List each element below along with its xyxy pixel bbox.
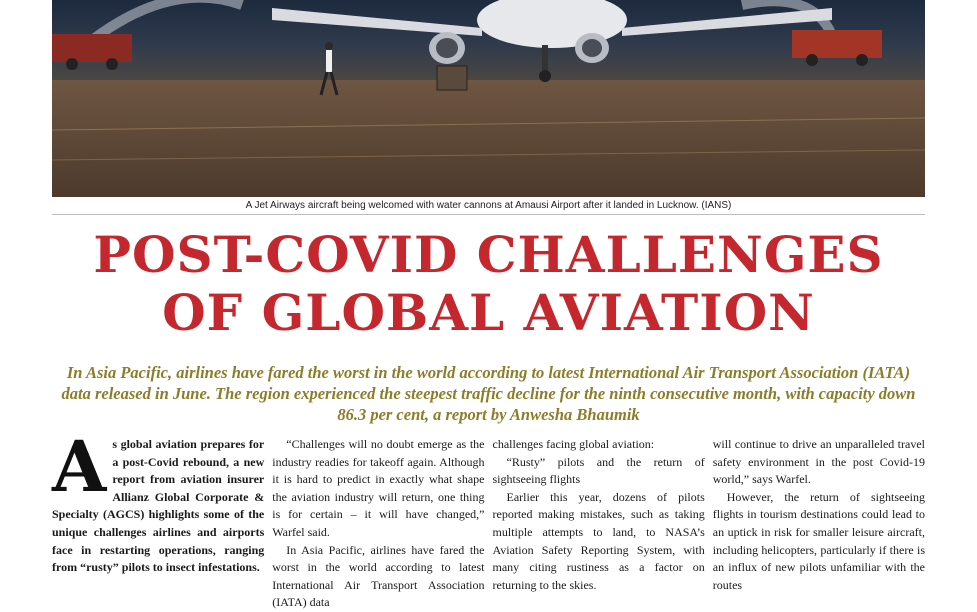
article-headline: [30, 226, 947, 342]
column-2: [272, 436, 485, 610]
drop-cap: A: [52, 425, 107, 508]
photo-caption: A Jet Airways aircraft being welcomed with water cannons at Amausi Airport after it landed in Lucknow. (IANS): [245, 200, 732, 211]
divider: [52, 214, 925, 215]
subheading: “Rusty” pilots and the return of sightseeing flights: [492, 454, 705, 487]
paragraph: In Asia Pacific, airlines have fared the worst in the world according to latest International Air Transport Association (IATA) data: [272, 542, 485, 610]
headline-line-2: OF GLOBAL AVIATION: [162, 283, 815, 342]
article-body: [52, 425, 925, 610]
paragraph: However, the return of sightseeing flights in tourism destinations could lead to an uptick in risk for smaller leisure aircraft, including helicopters, particularly if there is an influx of new pilots unfamiliar with the routes: [712, 489, 925, 592]
headline-line-1: POST-COVID CHALLENGES: [93, 225, 884, 284]
paragraph: “Challenges will no doubt emerge as the industry readies for takeoff again. Although it is hard to predict in exactly what shape the aviation industry will return, one thing is for certain – it will have changed,” Warfel said.: [272, 437, 485, 539]
column-4: [712, 436, 925, 592]
paragraph: will continue to drive an unparalleled travel safety environment in the post Covid-19 world,” says Warfel.: [712, 437, 925, 487]
lead-paragraph: s global aviation prepares for a post-Covid rebound, a new report from aviation insurer Allianz Global Corporate & Specialty (AGCS) highlights some of the unique challenges airlines and airports face in restarting operations, ranging from “rusty” pilots to insect infestations.: [52, 437, 265, 575]
column-1: [52, 425, 265, 575]
photo-illustration: [52, 0, 925, 197]
paragraph: Earlier this year, dozens of pilots reported making mistakes, such as taking multiple attempts to land, to NASA’s Aviation Safety Reporting System, with many citing rustiness as a factor on returning to the skies.: [492, 489, 705, 592]
paragraph: challenges facing global aviation:: [492, 437, 655, 451]
aircraft-photo: [52, 0, 925, 197]
column-3: [492, 436, 705, 592]
article-standfirst: In Asia Pacific, airlines have fared the worst in the world according to latest International Air Transport Association (IATA) data released in June. The region experienced the steepest traffic decline for the ninth consecutive month, with capacity down 86.3 per cent, a report by Anwesha Bhaumik: [61, 363, 916, 424]
